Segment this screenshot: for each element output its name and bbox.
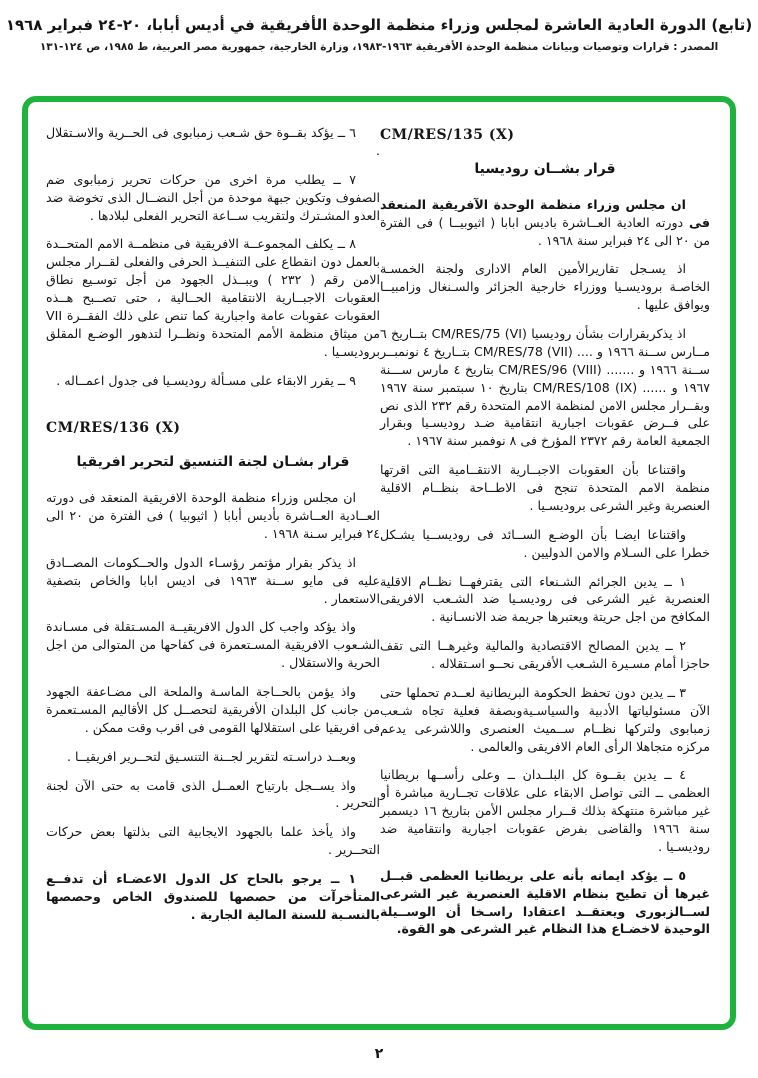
doc-ref: CM/RES/135 (X)	[380, 127, 515, 143]
document-header-title: (تابع) الدورة العادية العاشرة لمجلس وزراء منظمة الوحدة الأفريقية في أديس أبابا، ٢٠-٢٤ فبراير ١٩٦٨	[5, 16, 753, 34]
paragraph: ١ ــ يدين الجرائم الشـنعاء التى يقترفهــا نظــام الاقلية العنصرية غير الشرعى فى روديسـيا ضد الشـعب الافريقى المكافح من اجل حريتة ويعتبرها جريمة ضد الانسـانية .	[380, 573, 710, 625]
paragraph: واقتناعا بأن العقوبات الاجبــارية الانتقــامية التى اقرتها منظمة الامم المتحدة تنجح فى الاطــاحة بنظــام الاقلية العنصرية وغير الشرعى بروديسـيا .	[380, 462, 710, 513]
paragraph: واقتناعا ايضـا بأن الوضـع الســائد فى روديســيا يشـكل خطرا على السـلام والامن الدوليين .	[380, 526, 710, 560]
page-number: ٢	[374, 1046, 384, 1062]
paragraph: واذ يؤكد واجب كل الدول الافريقيــة المسـتقلة فى مسـاندة الشـعوب الافريقية المسـتعمرة فى كفاحها من المتوالى من اجل الحرية والاستقلال .	[46, 619, 380, 671]
paragraph: ٥ ــ يؤكد ايمانه بأنه على بريطانيا العظمى قبــل غيرها أن تطيح بنظام الاقلية العنصرية غير الشرعى لســالزبورى ويعتقــد اعتقادا راسـخا أن الوســيلة الوحيدة لاخضـاع هذا النظام غير الشرعى هو القوة.	[380, 867, 710, 937]
paragraph: اذ يذكربقرارات بشأن روديسيا CM/RES/75 (VI) بتــاريخ ٦ مــارس ســنة ١٩٦٦ و .... CM/RES/78 (VII) بتــاريخ ٤ نونمبــر ســنة ١٩٦٦ و ....... CM/RES/96 (VIII) بتاريخ ٤ مارس ســـنة ١٩٦٧ و ...... CM/RES/108 (IX) بتاريخ ١٠ سبتمبر سنة ١٩٦٧ وبقــرار مجلس الامن لمنظمة الامم المتحدة رقم ٢٣٢ الذى نص على فــرض عقوبات اجبارية انتقامية ضـد روديسـيا وبقرار الجمعية العامة رقم ٢٣٧٢ المؤرخ فى ٨ نوفمبر سنة ١٩٦٧ .	[380, 326, 710, 449]
paragraph: ٤ ــ يدين بقــوة كل البلــدان ــ وعلى رأســها بريطانيا العظمى ــ التى تواصل الابقاء على علاقات تجــارية مباشرة أو غير مباشرة منتهكة بذلك قــرار مجلس الأمن بتاريخ ١٦ ديسمبر سنة ١٩٦٦ والقاضى بفرض عقوبات اجبارية وانتقامية ضد روديسـيا .	[380, 767, 711, 854]
column-left	[46, 124, 380, 935]
paragraph: واذ يأخذ علما بالجهود الايجابية التى بذلتها بعض حركات التحــرير .	[46, 824, 380, 858]
paragraph: ان مجلس وزراء منظمة الوحدة الافريقية المنعقد فى دورته العــادية العــاشرة بأديس أبابا ( اثيوبيا ) فى الفترة من ٢٠ الى ٢٤ فبراير سـنة ١٩٦٨ .	[46, 490, 380, 541]
paragraph: ٩ ــ يقرر الابقاء على مسـألة روديسـيا فى جدول اعمــاله .	[56, 372, 356, 388]
column-right	[380, 124, 710, 949]
paragraph: واذ يؤمن بالحــاجة الماسـة والملحة الى مضـاعفة الجهود من جانب كل البلدان الأفريقية لتحصــل كل الأقاليم المسـتعمرة فى افريقيا على استقلالها القومى فى اقرب وقت ممكن .	[46, 684, 380, 735]
paragraph: اذ يسـجل تقاريرالأمين العام الادارى ولجنة الخمسـة الخاصـة بروديسـيا ووزراء خارجية الجزائر والسـنغال وزامبيــا ويوافق عليها .	[380, 261, 710, 313]
paragraph: اذ يذكر بقرار مؤتمر رؤسـاء الدول والحــكومات المصــادق عليه فى مايو ســنة ١٩٦٣ فى اديس ابابا والخاص بتصفية الاستعمار .	[46, 554, 380, 606]
paragraph: ١ ــ يرجو بالحاح كل الدول الاعضـاء أن تدفــع المتأخرآت من حصصها للصندوق الخاص وحصصها بالنسـبة للسنة المالية الجارية .	[46, 871, 380, 922]
paragraph: واذ يســجل بارتياح العمــل الذى قامت به حتى الآن لجنة التحرير .	[46, 777, 380, 811]
paragraph-lead: ان مجلس وزراء منظمة الوحدة الآفريقية المنعقد فى	[380, 196, 710, 230]
document-source-line: المصدر : قرارات وتوصيات وبيانات منظمة الوحدة الأفريقية ١٩٦٣-١٩٨٣، وزارة الخارجية، جمهورية مصر العربية، ط ١٩٨٥، ص ١٢٤-١٣١	[39, 41, 719, 53]
paragraph: ٦ ــ يؤكد بقــوة حق شـعب زمبابوى فى الحــرية والاسـتقلال .	[46, 125, 380, 158]
paragraph: ٨ ــ يكلف المجموعــة الافريقية فى منظمــة الامم المتحــدة بالعمل دون انقطاع على التنفيــذ الحرفى والفعلى لقــرار مجلس الامن رقم ( ٢٣٢ ) ويبــذل الجهود من أجل توسـيع نطاق العقوبات الاجبــارية الانتقامية الحــالية ، حتى تصــبح هــذه العقوبات عقوبات عامة واجبارية كما تنص على ذلك الفقــرة VII من ميثاق منظمة الأمم المتحدة ونظــرا لتدهور الوضـع المقلق بروديسـيا .	[46, 236, 380, 359]
document-header	[0, 0, 758, 53]
green-border-frame	[22, 96, 736, 1030]
resolution-heading: قرار بشــان روديسيا	[474, 160, 616, 177]
resolution-heading: قرار بشـان لجنة التنسيق لتحرير افريقيا	[76, 454, 350, 471]
doc-ref: CM/RES/136 (X)	[46, 420, 181, 437]
paragraph: وبعــد دراسـته لتقرير لجــنة التنسـيق لتحــرير افريقيــا .	[66, 748, 356, 764]
paragraph: ان مجلس وزراء منظمة الوحدة الآفريقية المنعقد فى دورته العادية العــاشرة باديس ابابا ( اثيوبيــا ) فى الفترة من ٢٠ الى ٢٤ فبراير سنة ١٩٦٨ .	[380, 196, 710, 248]
paragraph: ٧ ــ يطلب مرة اخرى من حركات تحرير زمبابوى ضم الصفوف وتكوين جبهة موحدة من أجل النضــال الذى تخوضة ضد العدو المشـترك ولتقريب ســاعة التحرير الفعلى لبلادها .	[46, 171, 380, 223]
paragraph: ٢ ــ يدين المصالح الاقتصادية والمالية وغيرهــا التى تقف حاجزا أمام مسـيرة الشـعب الأفريقى نحــو اسـتقلاله .	[380, 638, 710, 671]
paragraph: ٣ ــ يدين دون تحفظ الحكومة البريطانية لعــدم تحملها حتى الآن مسئولياتها الأدبية والسياسـيةوبصفة فعلية تجاه شـعب زمبابوى ولتركها نظــام ســميث العنصرى واللاشرعى يدعم مركزه متجاهلا الرأى العام الافريقى والعالمى .	[380, 684, 710, 754]
